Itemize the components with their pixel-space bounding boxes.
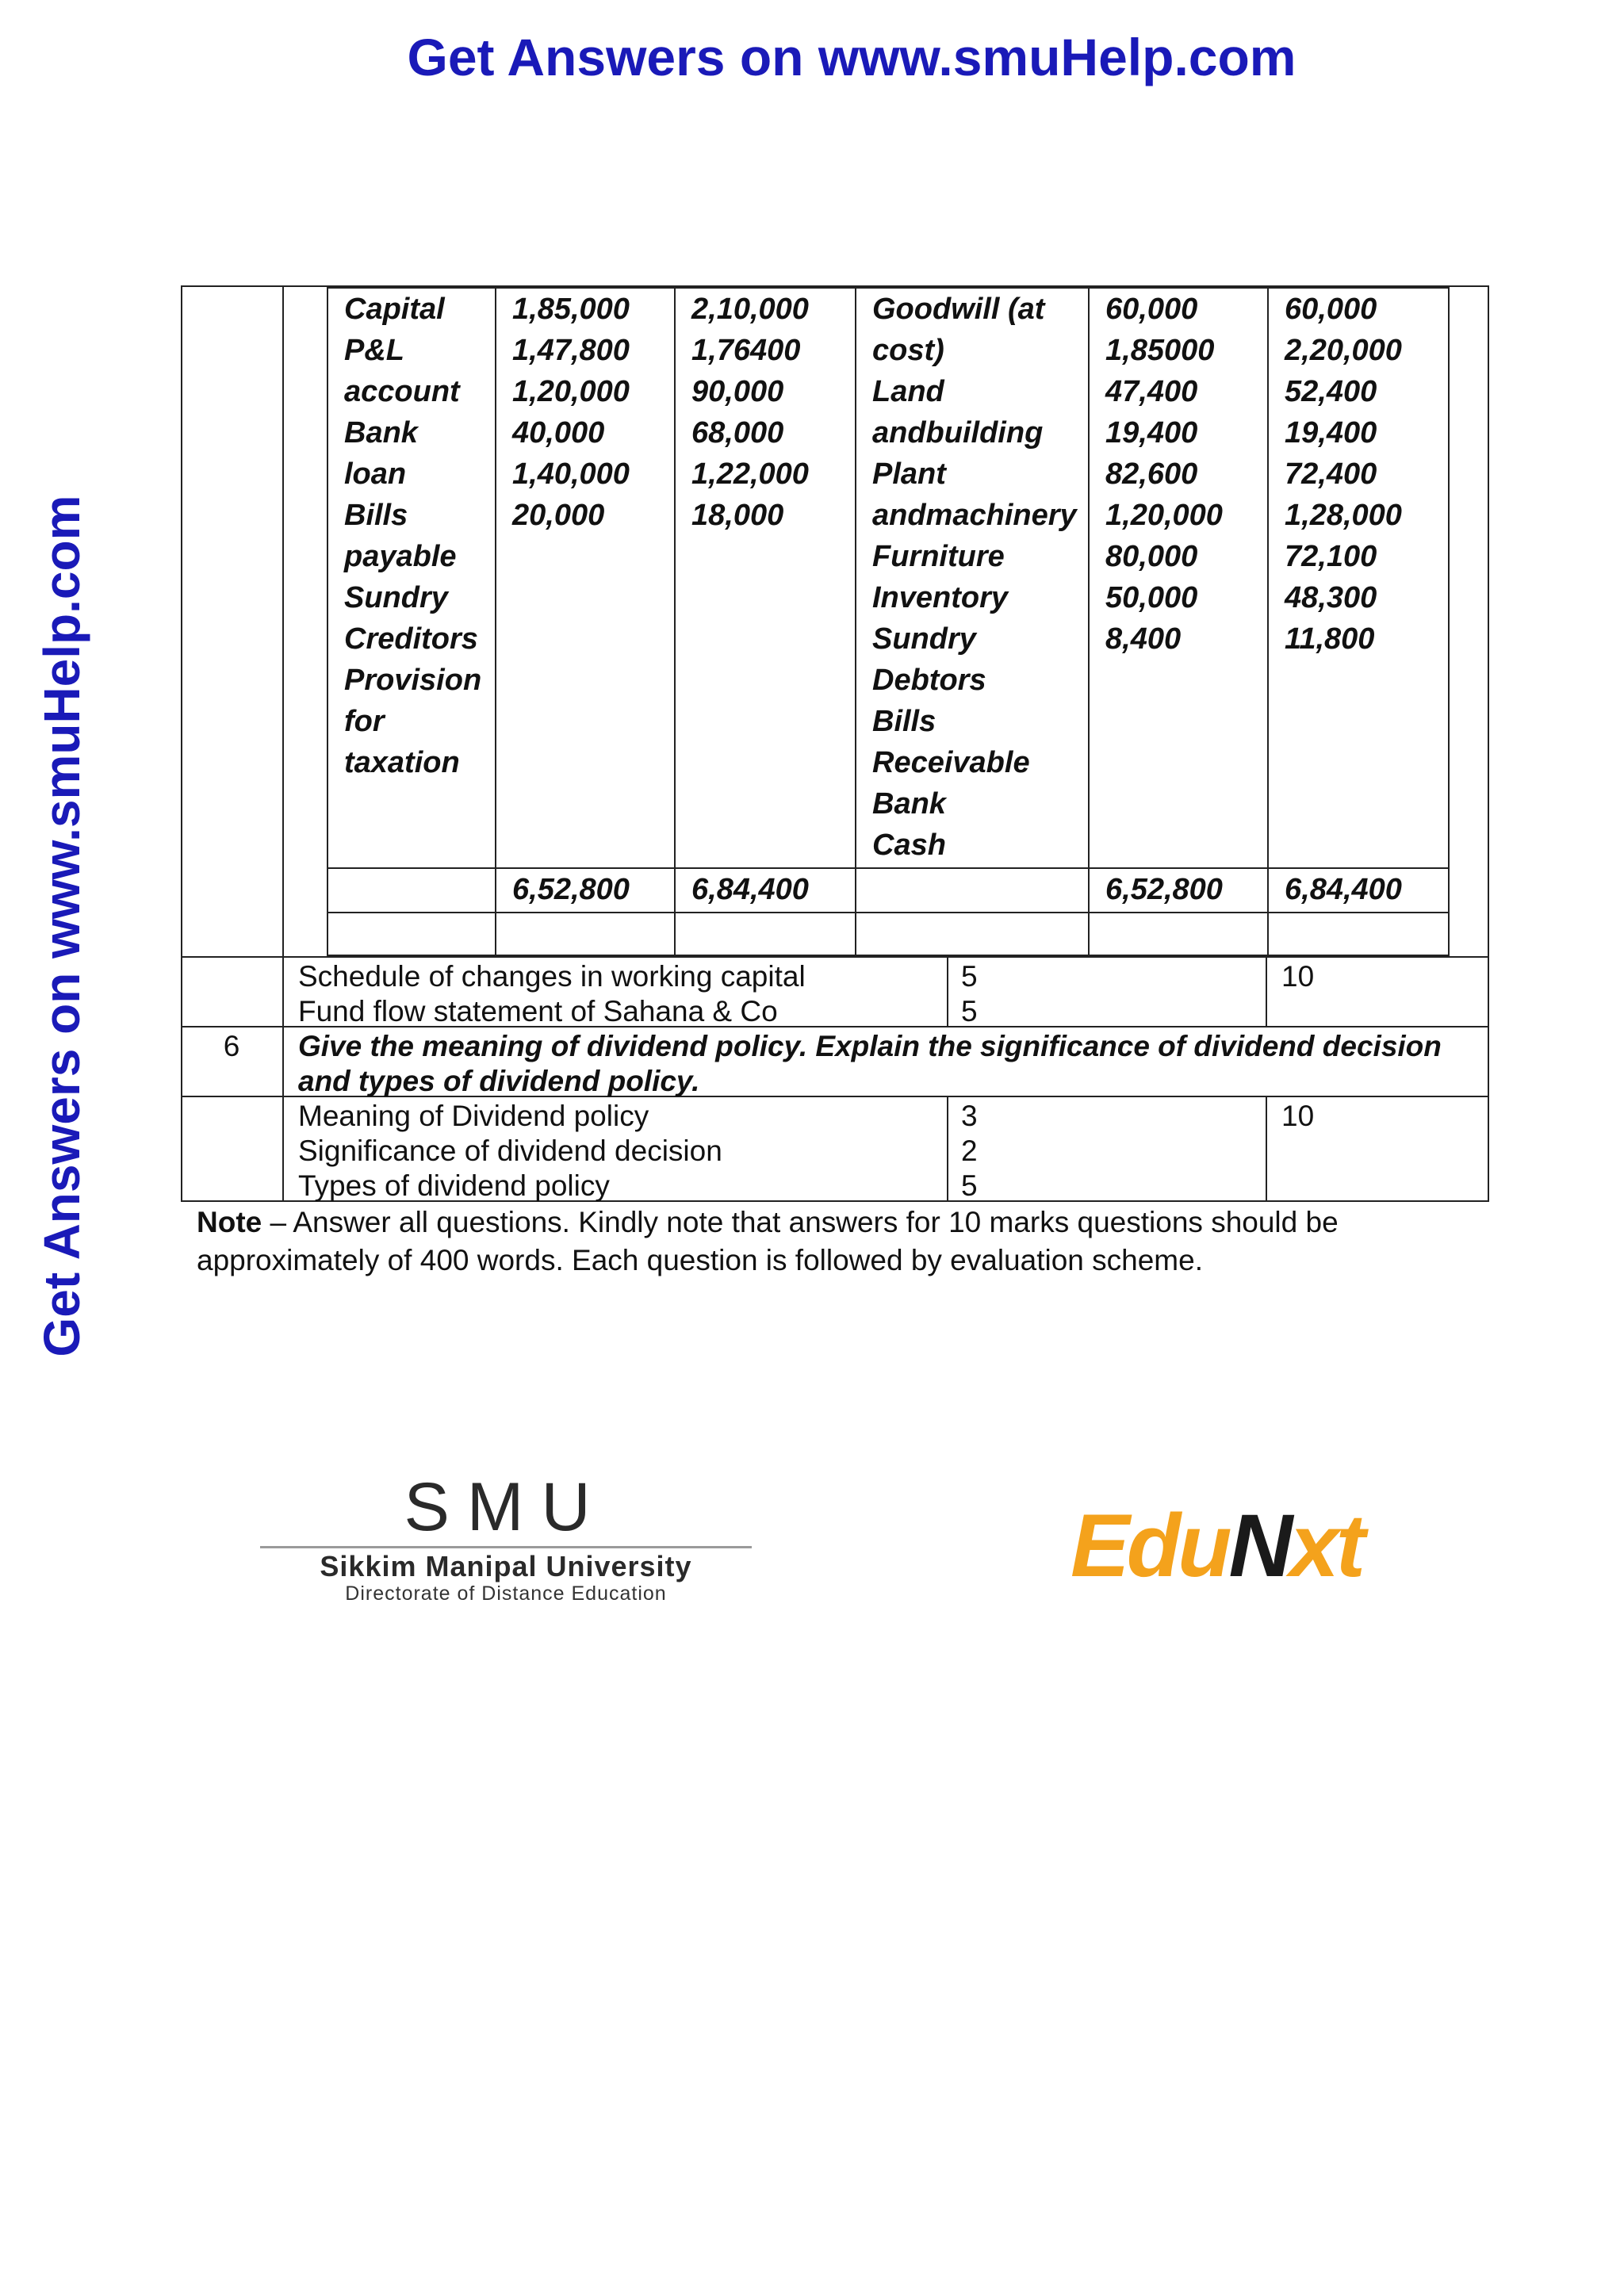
smu-logo-name: Sikkim Manipal University <box>320 1550 692 1582</box>
note-text: – Answer all questions. Kindly note that answers for 10 marks questions should be approximately of 400 words. Each question is followed by evaluation scheme. <box>197 1206 1339 1276</box>
assets-col2-cell: 60,000 2,20,000 52,400 19,400 72,400 1,28,000 72,100 48,300 11,800 <box>1268 288 1449 868</box>
marks-divider-6 <box>947 1096 948 1202</box>
table-row <box>327 868 1449 913</box>
total-liab-col1: 6,52,800 <box>496 868 675 913</box>
scheme6-total: 10 <box>1281 1100 1315 1132</box>
assets-col1-cell: 60,000 1,85000 47,400 19,400 82,600 1,20,000 80,000 50,000 8,400 <box>1089 288 1268 868</box>
total-blank-cell <box>856 868 1089 913</box>
liabilities-labels-cell: Capital P&L account Bank loan Bills payable Sundry Creditors Provision for taxation <box>327 288 496 868</box>
total-asset-col2: 6,84,400 <box>1268 868 1449 913</box>
scheme6-marks: 3 2 5 <box>961 1100 978 1202</box>
assets-labels-cell: Goodwill (at cost) Land andbuilding Plant andmachinery Furniture Inventory Sundry Debtors Bills Receivable Bank Cash <box>856 288 1089 868</box>
balance-sheet-table <box>327 287 1450 956</box>
edunxt-logo <box>1071 1498 1435 1594</box>
marks-divider-5 <box>947 956 948 1027</box>
total-asset-col1: 6,52,800 <box>1089 868 1268 913</box>
liabilities-col2-cell: 2,10,000 1,76400 90,000 68,000 1,22,000 18,000 <box>675 288 856 868</box>
scheme6-items: Meaning of Dividend policy Significance of dividend decision Types of dividend policy <box>298 1100 722 1202</box>
smu-logo-subtitle: Directorate of Distance Education <box>345 1582 667 1605</box>
side-banner: Get Answers on www.smuHelp.com <box>33 495 90 1357</box>
scheme5-marks: 5 5 <box>961 960 978 1027</box>
smu-logo-mark: SMU <box>404 1469 608 1545</box>
outer-col-divider <box>282 285 284 958</box>
smu-logo-rule <box>260 1546 752 1548</box>
question-number: 6 <box>223 1030 240 1062</box>
scheme5-items: Schedule of changes in working capital Fund flow statement of Sahana & Co <box>298 960 806 1027</box>
table-row <box>327 913 1449 955</box>
total-blank-cell <box>327 868 496 913</box>
table-row <box>327 288 1449 868</box>
total-liab-col2: 6,84,400 <box>675 868 856 913</box>
note-paragraph <box>197 1203 1481 1280</box>
liabilities-col1-cell: 1,85,000 1,47,800 1,20,000 40,000 1,40,000 20,000 <box>496 288 675 868</box>
edunxt-logo-part-a: Edu <box>1071 1496 1229 1595</box>
top-banner: Get Answers on www.smuHelp.com <box>407 28 1297 86</box>
q-num-divider <box>282 956 284 1202</box>
question-text: Give the meaning of dividend policy. Explain the significance of dividend decision and types of dividend policy. <box>298 1030 1442 1097</box>
note-label: Note <box>197 1206 262 1238</box>
edunxt-logo-part-b: N <box>1228 1496 1290 1595</box>
scheme5-total: 10 <box>1281 960 1315 993</box>
total-divider-6 <box>1266 1096 1267 1202</box>
smu-logo <box>252 1469 760 1605</box>
row-divider-scheme5 <box>181 956 1489 958</box>
total-divider-5 <box>1266 956 1267 1027</box>
edunxt-logo-part-c: xt <box>1289 1496 1363 1595</box>
